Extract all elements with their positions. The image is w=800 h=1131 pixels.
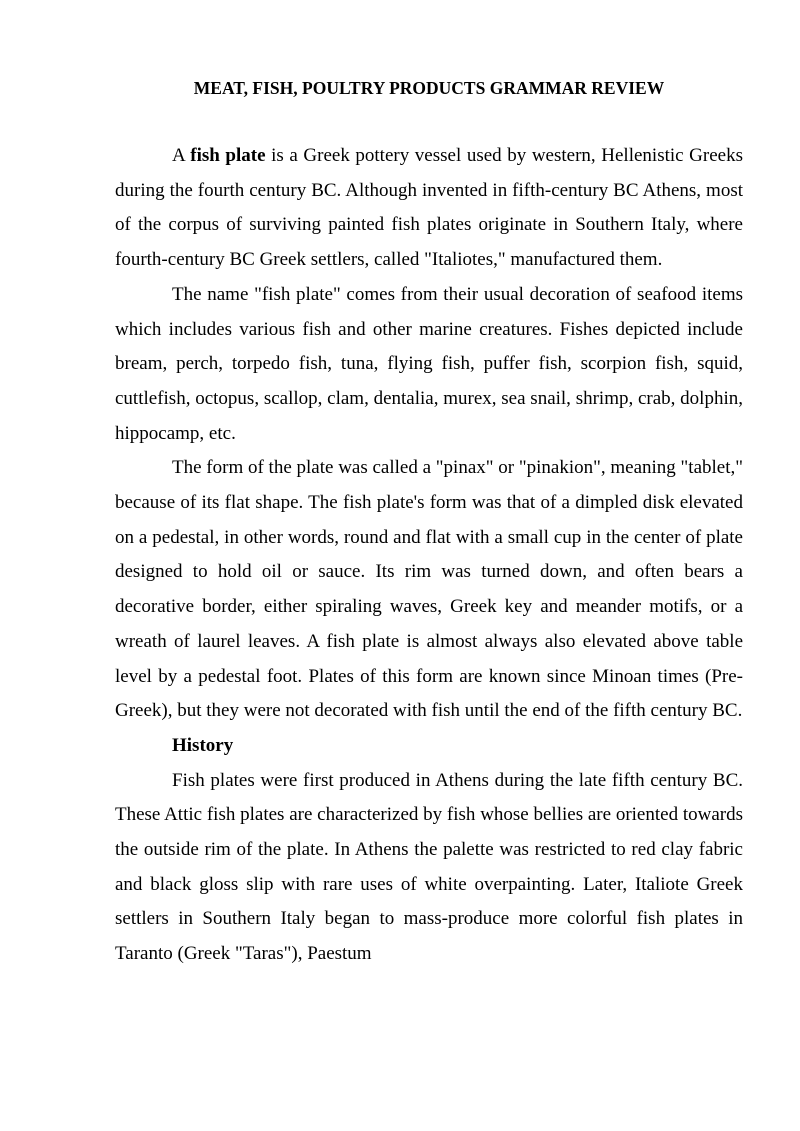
intro-paragraph <box>115 139 743 278</box>
intro-term: fish plate <box>190 145 266 166</box>
section-heading-history: History <box>172 734 234 756</box>
document-title: MEAT, FISH, POULTRY PRODUCTS GRAMMAR REVIEW <box>193 78 665 98</box>
paragraph-history: Fish plates were first produced in Athens during the late fifth century BC. These Attic fish plates are characterized by fish whose bellies are oriented towards the outside rim of the plate. In Athens the palette was restricted to red clay fabric and black gloss slip with rare uses of white overpainting. Later, Italiote Greek settlers in Southern Italy began to mass-produce more colorful fish plates in Taranto (Greek "Taras"), Paestum <box>115 769 743 965</box>
paragraph-form: The form of the plate was called a "pinax" or "pinakion", meaning "tablet," because of its flat shape. The fish plate's form was that of a dimpled disk elevated on a pedestal, in other words, round and flat with a small cup in the center of plate designed to hold oil or sauce. Its rim was turned down, and often bears a decorative border, either spiraling waves, Greek key and meander motifs, or a wreath of laurel leaves. A fish plate is almost always also elevated above table level by a pedestal foot. Plates of this form are known since Minoan times (Pre-Greek), but they were not decorated with fish until the end of the fifth century BC. <box>115 457 743 722</box>
document-page <box>115 72 743 972</box>
intro-rest: is a Greek pottery vessel used by western, Hellenistic Greeks during the fourth century BC. Although invented in fifth-century BC Athens, most of the corpus of surviving painted fish plates originate in Southern Italy, where fourth-century BC Greek settlers, called "Italiotes," manufactured them. <box>115 145 743 271</box>
intro-lead: A <box>172 145 191 166</box>
paragraph-decoration: The name "fish plate" comes from their usual decoration of seafood items which includes various fish and other marine creatures. Fishes depicted include bream, perch, torpedo fish, tuna, flying fish, puffer fish, scorpion fish, squid, cuttlefish, octopus, scallop, clam, dentalia, murex, sea snail, shrimp, crab, dolphin, hippocamp, etc. <box>115 283 743 444</box>
